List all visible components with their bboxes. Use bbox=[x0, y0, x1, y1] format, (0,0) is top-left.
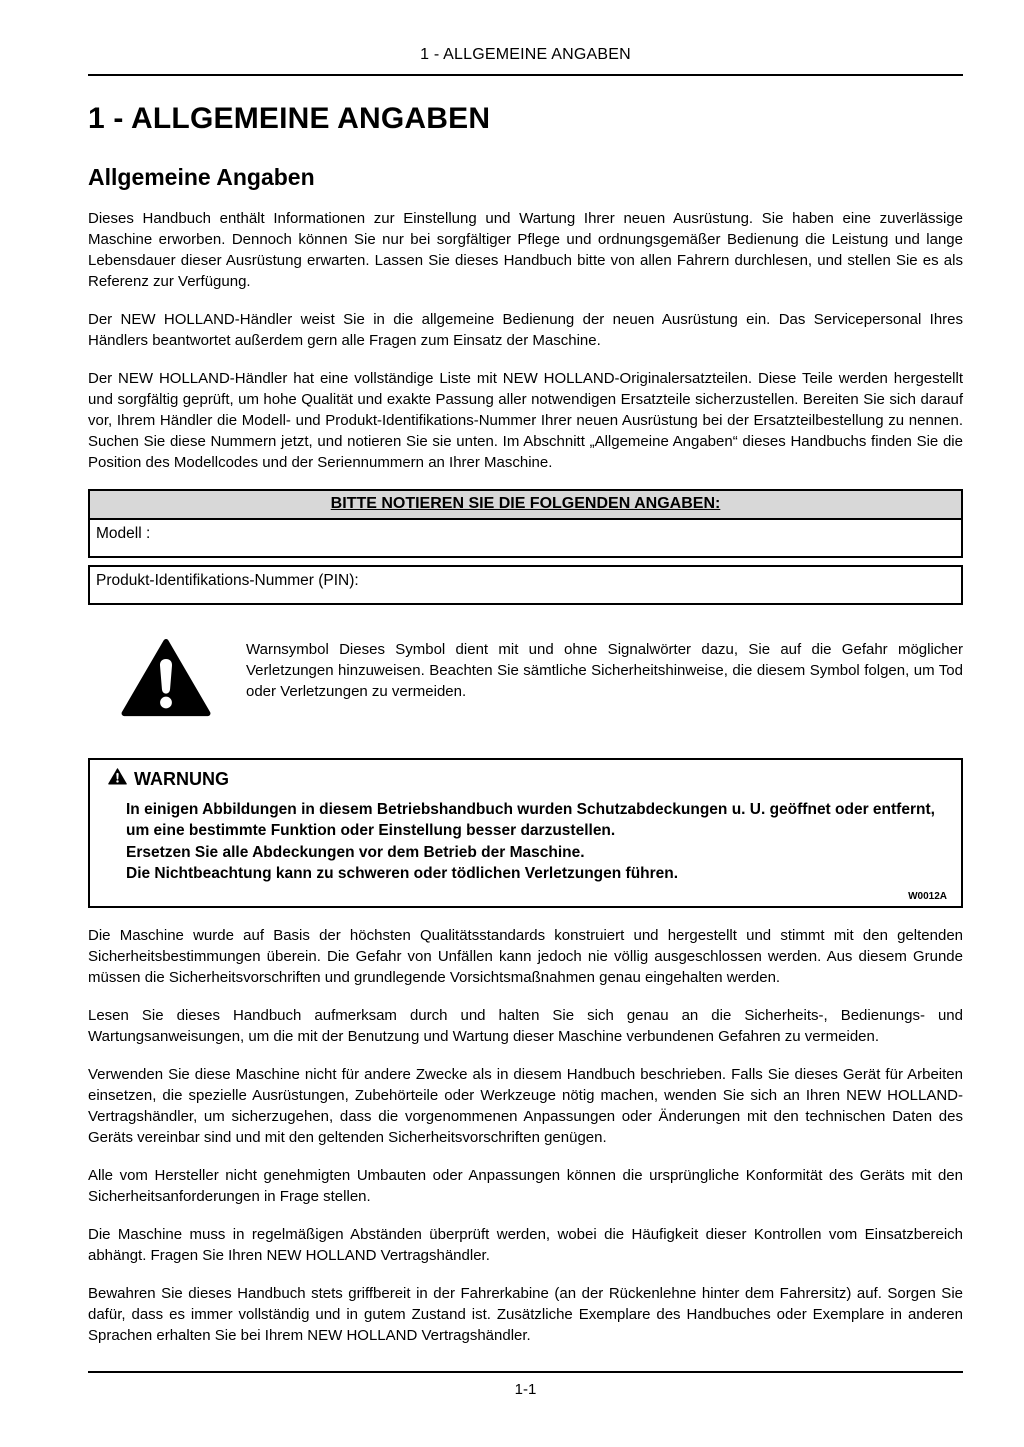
warning-symbol-text: Warnsymbol Dieses Symbol dient mit und ohne Signalwörter dazu, Sie auf die Gefahr möglicher Verletzungen hinzuweisen. Beachten Sie sämtliche Sicherheitshinweise, die diesem Symbol folgen, um Tod oder Verletzungen zu vermeiden. bbox=[246, 641, 963, 700]
body-paragraph: Lesen Sie dieses Handbuch aufmerksam durch und halten Sie sich genau an die Sicherheits-, Bedienungs- und Wartungsanweisungen, um die mit der Benutzung und Wartung dieser Maschine verbundenen Gefahren zu vermeiden. bbox=[88, 1006, 963, 1045]
warning-box-title bbox=[108, 768, 949, 790]
warning-line: Die Nichtbeachtung kann zu schweren oder tödlichen Verletzungen führen. bbox=[126, 865, 679, 883]
record-table-header: BITTE NOTIEREN SIE DIE FOLGENDEN ANGABEN: bbox=[88, 489, 963, 520]
record-table-row-pin: Produkt-Identifikations-Nummer (PIN): bbox=[88, 565, 963, 605]
header-rule bbox=[88, 74, 963, 76]
body-section bbox=[88, 925, 963, 1346]
footer-rule bbox=[88, 1371, 963, 1373]
body-paragraph: Alle vom Hersteller nicht genehmigten Umbauten oder Anpassungen können die ursprüngliche Konformität des Geräts mit den Sicherheitsanforderungen in Frage stellen. bbox=[88, 1166, 963, 1205]
warning-small-triangle-icon bbox=[108, 768, 127, 790]
warning-box-body bbox=[126, 799, 949, 885]
section-heading: Allgemeine Angaben bbox=[88, 164, 315, 190]
body-paragraph: Die Maschine wurde auf Basis der höchsten Qualitätsstandards konstruiert und hergestellt und stimmt mit den geltenden Sicherheitsbestimmungen überein. Die Gefahr von Unfällen kann jedoch nie völlig ausgeschlossen werden. Aus diesem Grunde müssen die Sicherheitsvorschriften und grundlegende Vorsichtsmaßnahmen genau eingehalten werden. bbox=[88, 926, 963, 986]
page-footer bbox=[88, 1371, 963, 1399]
record-table bbox=[88, 489, 963, 605]
intro-paragraph: Der NEW HOLLAND-Händler hat eine vollständige Liste mit NEW HOLLAND-Originalersatzteilen. Diese Teile werden hergestellt und sorgfältig geprüft, um hohe Qualität und exakte Passung aller notwendigen Ersatzteile sicherzustellen. Bereiten Sie sich darauf vor, Ihrem Händler die Modell- und Produkt-Identifikations-Nummer Ihrer neuen Ausrüstung bei der Ersatzteilbestellung zu nennen. Suchen Sie diese Nummern jetzt, und notieren Sie sie unten. Im Abschnitt „Allgemeine Angaben“ dieses Handbuchs finden Sie die Position des Modellcodes und der Seriennummern an Ihrer Maschine. bbox=[88, 370, 963, 471]
warning-box bbox=[88, 758, 963, 908]
running-header: 1 - ALLGEMEINE ANGABEN bbox=[420, 46, 631, 63]
body-paragraph: Verwenden Sie diese Maschine nicht für andere Zwecke als in diesem Handbuch beschrieben. Falls Sie dieses Gerät für Arbeiten einsetzen, die spezielle Ausrüstungen, Zubehörteile oder Werkzeuge nötig machen, wenden Sie sich an Ihren NEW HOLLAND-Vertragshändler, um sicherzugehen, dass die vorgenommenen Anpassungen oder Änderungen mit den technischen Daten des Geräts vereinbar sind und mit den geltenden Sicherheitsvorschriften genügen. bbox=[88, 1065, 963, 1146]
warning-symbol-block bbox=[88, 639, 963, 722]
page-number: 1-1 bbox=[514, 1381, 537, 1398]
body-paragraph: Bewahren Sie dieses Handbuch stets griffbereit in der Fahrerkabine (an der Rückenlehne hinter dem Fahrersitz) auf. Sorgen Sie dafür, dass es immer vollständig und in gutem Zustand ist. Zusätzliche Exemplare des Handbuches oder Exemplare in anderen Sprachen erhalten Sie bei Ihrem NEW HOLLAND Vertragshändler. bbox=[88, 1284, 963, 1344]
record-table-row-model: Modell : bbox=[88, 520, 963, 558]
warning-line: Ersetzen Sie alle Abdeckungen vor dem Betrieb der Maschine. bbox=[126, 843, 585, 861]
warning-line: In einigen Abbildungen in diesem Betriebshandbuch wurden Schutzabdeckungen u. U. geöffnet oder entfernt, um eine bestimmte Funktion oder Einstellung besser darzustellen. bbox=[126, 801, 935, 840]
page-title: 1 - ALLGEMEINE ANGABEN bbox=[88, 102, 491, 135]
body-paragraph: Die Maschine muss in regelmäßigen Abständen überprüft werden, wobei die Häufigkeit dieser Kontrollen vom Einsatzbereich abhängt. Fragen Sie Ihren NEW HOLLAND Vertragshändler. bbox=[88, 1225, 963, 1264]
warning-box-title-text: WARNUNG bbox=[134, 768, 229, 789]
intro-paragraph: Der NEW HOLLAND-Händler weist Sie in die allgemeine Bedienung der neuen Ausrüstung ein. Das Servicepersonal Ihres Händlers beantwortet außerdem gern alle Fragen zum Einsatz der Maschine. bbox=[88, 311, 963, 349]
intro-paragraph: Dieses Handbuch enthält Informationen zur Einstellung und Wartung Ihrer neuen Ausrüstung. Sie haben eine zuverlässige Maschine erworben. Dennoch können Sie nur bei sorgfältiger Pflege und ordnungsgemäßer Bedienung die Leistung und lange Lebensdauer dieser Ausrüstung erwarten. Lassen Sie dieses Handbuch bitte von allen Fahrern durchlesen, und stellen Sie es als Referenz zur Verfügung. bbox=[88, 210, 963, 290]
warning-triangle-icon bbox=[120, 639, 212, 722]
warning-reference-code: W0012A bbox=[908, 890, 947, 902]
